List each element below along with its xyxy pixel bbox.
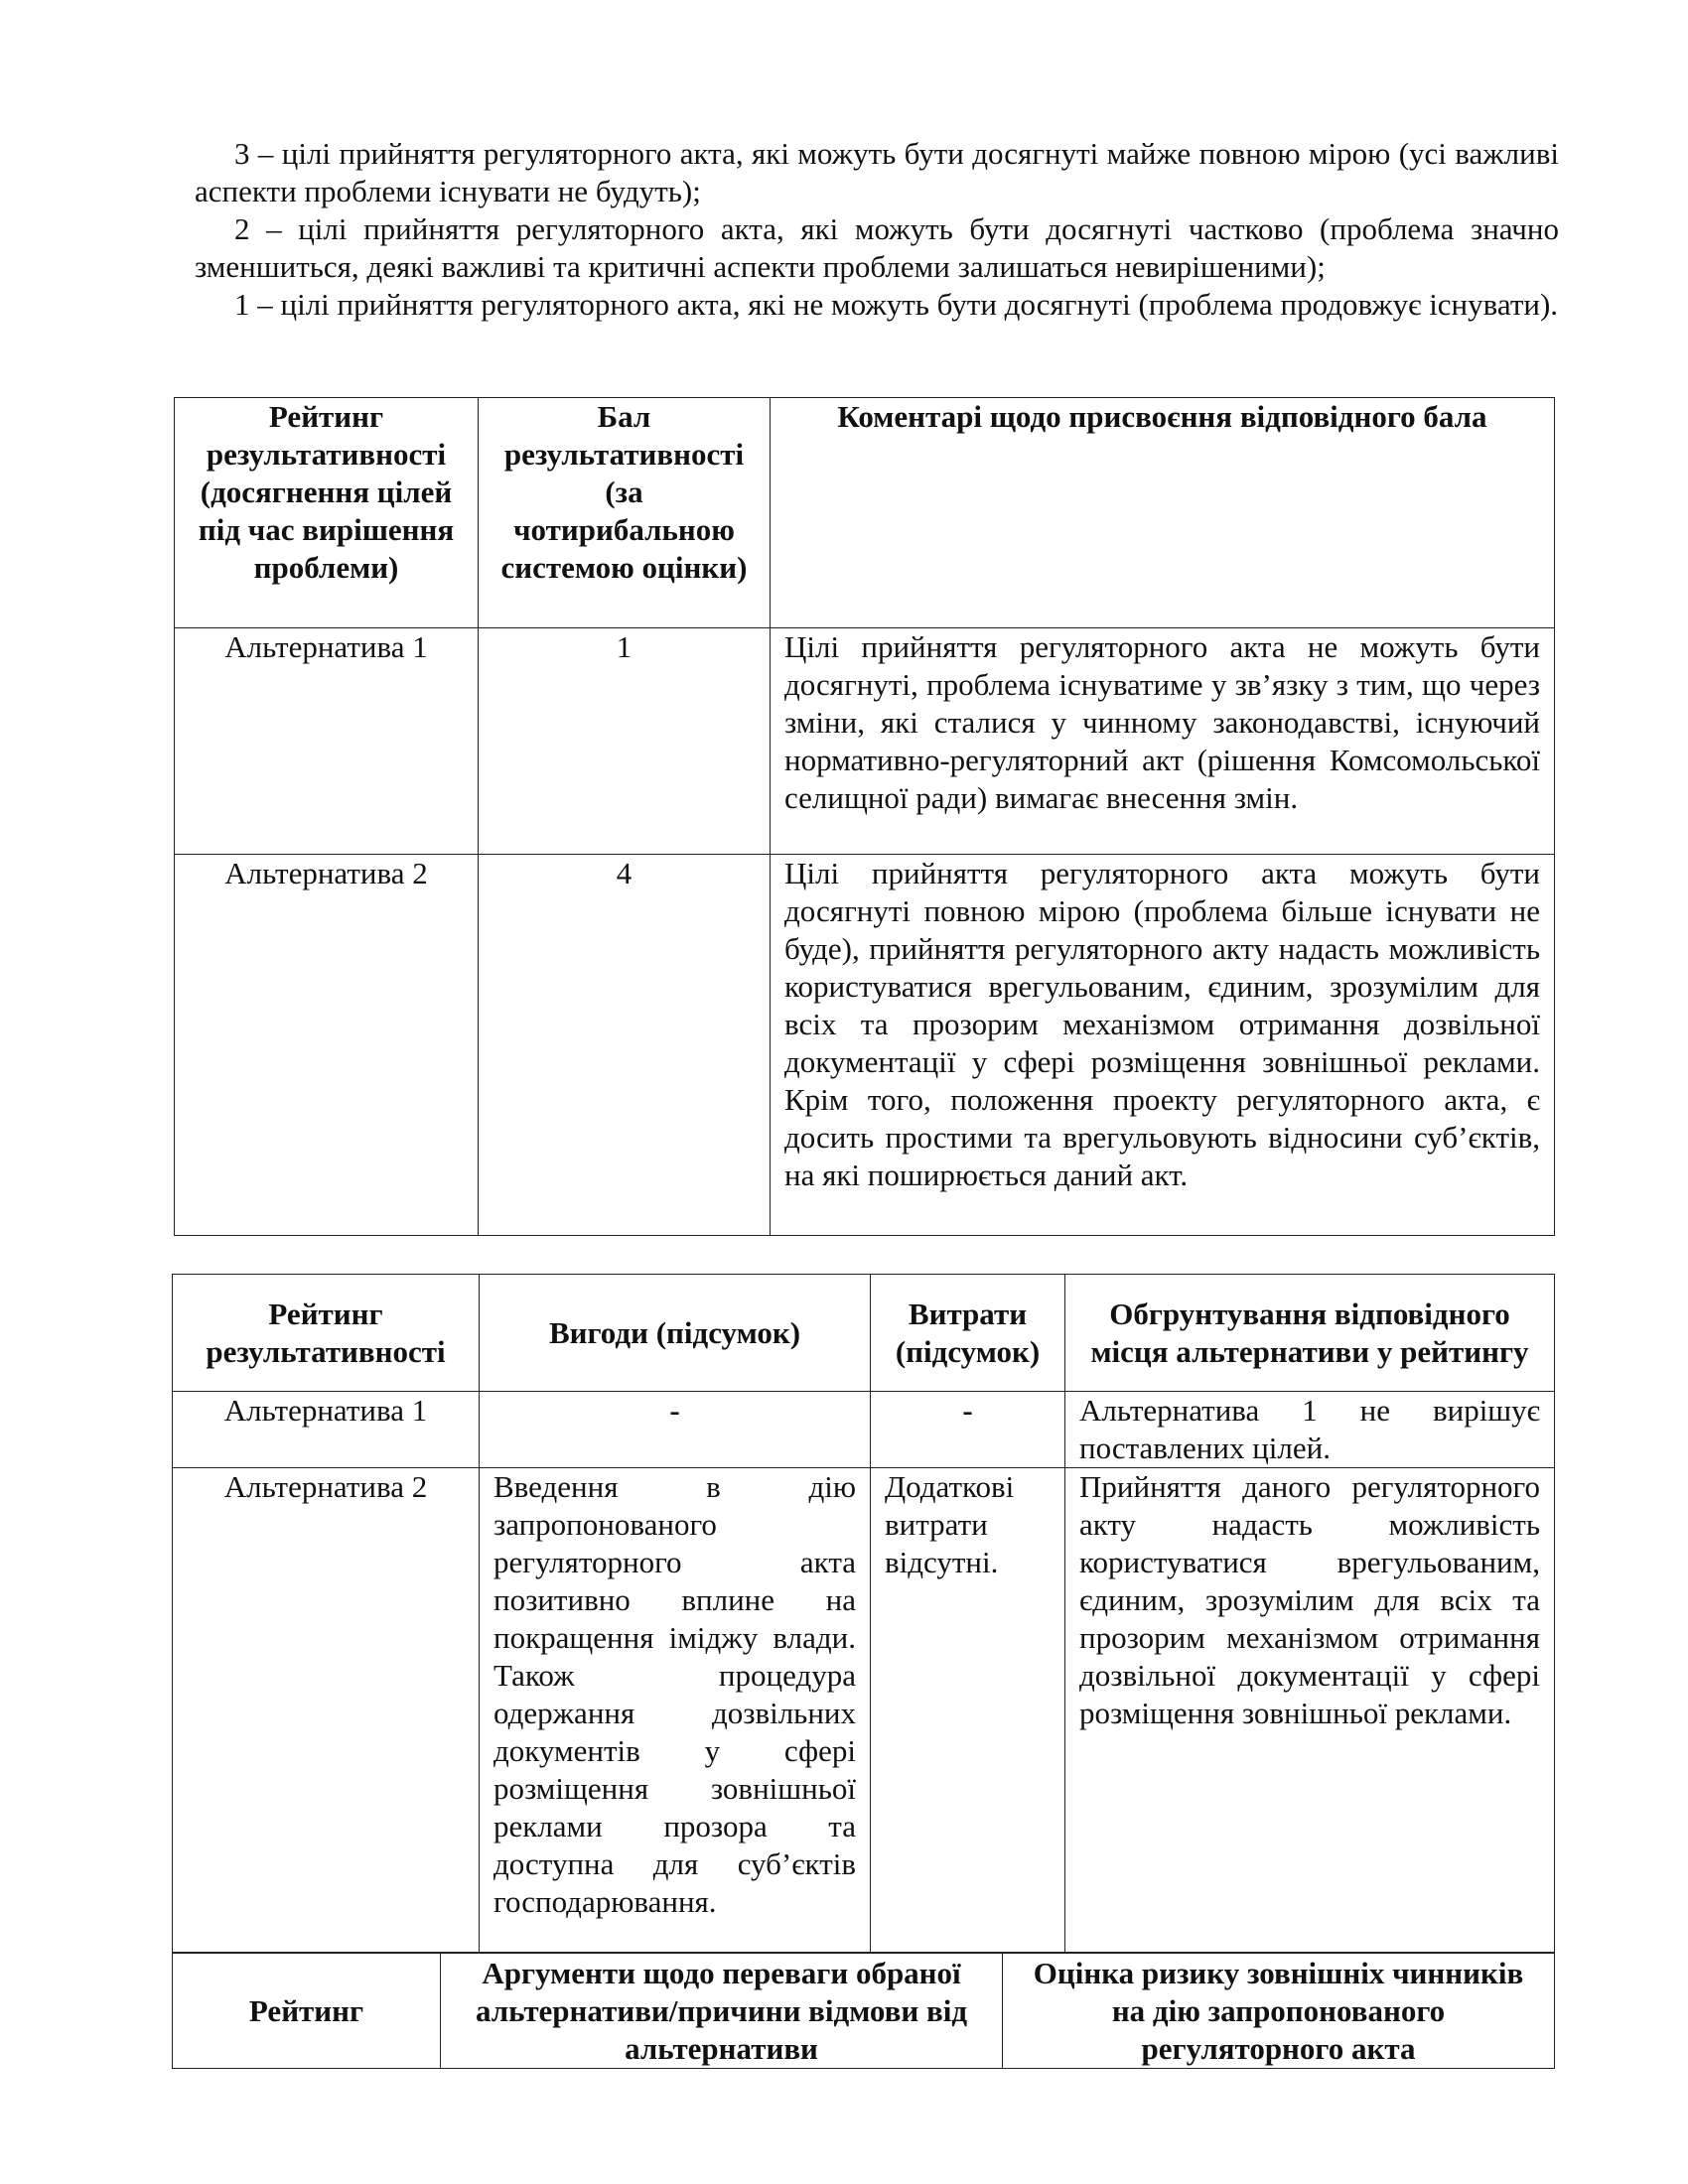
effectiveness-rating-table	[174, 397, 1555, 1236]
intro-paragraph-1: 1 – цілі прийняття регуляторного акта, які не можуть бути досягнуті (проблема продовжує існувати).	[234, 287, 1559, 322]
benefits-costs-table	[172, 1274, 1555, 1953]
table-row	[173, 1392, 1555, 1468]
header-rating: Рейтинг	[173, 1954, 441, 2069]
row-score: 1	[479, 628, 771, 855]
row-comment: Цілі прийняття регуляторного акта можуть бути досягнуті повною мірою (проблема більше існувати не буде), прийняття регуляторного акту надасть можливість користуватися врегульованим, єдиним, зрозумілим для всіх та прозорим механізмом отримання дозвільної документації у сфері розміщення зовнішньої реклами. Крім того, положення проекту регуляторного акта, є досить простими та врегульовують відносини суб’єктів, на які поширюється даний акт.	[771, 855, 1555, 1236]
header-comments: Коментарі щодо присвоєння відповідного бала	[771, 398, 1555, 628]
row-score: 4	[479, 855, 771, 1236]
table-row	[173, 1468, 1555, 1953]
row-justification: Прийняття даного регуляторного акту надасть можливість користуватися врегульованим, єдиним, зрозумілим для всіх та прозорим механізмом отримання дозвільної документації у сфері розміщення зовнішньої реклами.	[1065, 1468, 1555, 1953]
table-row	[175, 855, 1555, 1236]
table-header-row	[173, 1275, 1555, 1392]
row-benefits: -	[480, 1392, 871, 1468]
table-header-row	[175, 398, 1555, 628]
header-risk-assessment: Оцінка ризику зовнішніх чинників на дію запропонованого регуляторного акта	[1003, 1954, 1555, 2069]
row-comment: Цілі прийняття регуляторного акта не можуть бути досягнуті, проблема існуватиме у зв’язку з тим, що через зміни, які сталися у чинному законодавстві, існуючий нормативно-регуляторний акт (рішення Комсомольської селищної ради) вимагає внесення змін.	[771, 628, 1555, 855]
row-name: Альтернатива 1	[175, 628, 479, 855]
header-costs: Витрати (підсумок)	[871, 1275, 1065, 1392]
row-costs: Додаткові витрати відсутні.	[871, 1468, 1065, 1953]
intro-paragraph-2: 2 – цілі прийняття регуляторного акта, які можуть бути досягнуті частково (проблема значно зменшиться, деякі важливі та критичні аспекти проблеми залишаться невирішеними);	[195, 211, 1559, 284]
row-name: Альтернатива 1	[173, 1392, 480, 1468]
header-justification: Обгрунтування відповідного місця альтернативи у рейтингу	[1065, 1275, 1555, 1392]
header-rating: Рейтинг результативності	[173, 1275, 480, 1392]
table-row	[175, 628, 1555, 855]
row-name: Альтернатива 2	[175, 855, 479, 1236]
table-header-row	[173, 1954, 1555, 2069]
row-costs: -	[871, 1392, 1065, 1468]
header-rating: Рейтинг результативності (досягнення цілей під час вирішення проблеми)	[175, 398, 479, 628]
row-benefits: Введення в дію запропонованого регуляторного акта позитивно вплине на покращення іміджу влади. Також процедура одержання дозвільних документів у сфері розміщення зовнішньої реклами прозора та доступна для суб’єктів господарювання.	[480, 1468, 871, 1953]
header-score: Бал результативності (за чотирибальною системою оцінки)	[479, 398, 771, 628]
intro-paragraph-3: 3 – цілі прийняття регуляторного акта, які можуть бути досягнуті майже повною мірою (усі важливі аспекти проблеми існувати не будуть);	[195, 136, 1559, 208]
arguments-risk-table	[172, 1953, 1555, 2069]
header-benefits: Вигоди (підсумок)	[480, 1275, 871, 1392]
intro-text	[195, 135, 1559, 324]
row-justification: Альтернатива 1 не вирішує поставлених цілей.	[1065, 1392, 1555, 1468]
header-arguments: Аргументи щодо переваги обраної альтернативи/причини відмови від альтернативи	[441, 1954, 1003, 2069]
row-name: Альтернатива 2	[173, 1468, 480, 1953]
